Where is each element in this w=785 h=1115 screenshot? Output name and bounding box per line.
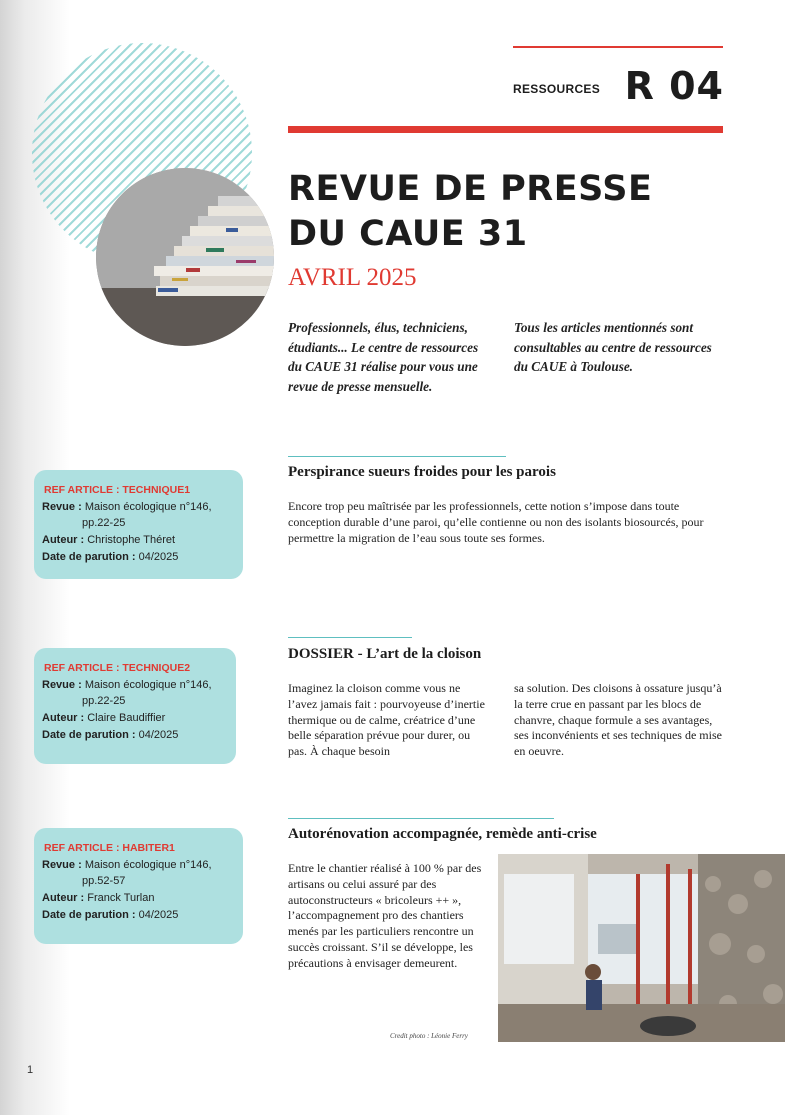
article-2-revue: Revue : Maison écologique n°146, bbox=[42, 679, 212, 691]
article-1-revue: Revue : Maison écologique n°146, bbox=[42, 501, 212, 513]
header-thick-rule bbox=[288, 126, 723, 133]
title-line-1: REVUE DE PRESSE bbox=[288, 169, 653, 209]
article-2-rule bbox=[288, 637, 412, 638]
article-1-title: Perspirance sueurs froides pour les parois bbox=[288, 464, 556, 480]
article-3-pages: pp.52-57 bbox=[82, 875, 126, 887]
article-2-date: Date de parution : 04/2025 bbox=[42, 729, 179, 741]
article-2-ref: REF ARTICLE : TECHNIQUE2 bbox=[44, 662, 191, 674]
title-line-2: DU CAUE 31 bbox=[288, 214, 528, 254]
newspaper-stack-photo bbox=[96, 168, 274, 346]
header-top-rule bbox=[513, 46, 723, 48]
article-3-auteur: Auteur : Franck Turlan bbox=[42, 892, 155, 904]
article-1-ref-card bbox=[34, 470, 243, 579]
page-title bbox=[288, 167, 728, 257]
newspaper-stack-illustration bbox=[96, 168, 274, 346]
photo-credit: Credit photo : Léonie Ferry bbox=[390, 1032, 468, 1040]
article-1-ref: REF ARTICLE : TECHNIQUE1 bbox=[44, 484, 191, 496]
renovation-site-illustration bbox=[498, 854, 785, 1042]
article-3-body: Entre le chantier réalisé à 100 % par des artisans ou celui assuré par des autoconstructeurs « bricoleurs ++ », l’accompagnement pro des chantiers menés par les particuliers rencontre un succès croissant. S’il se développe, les précautions à envisager demeurent. bbox=[288, 861, 482, 970]
article-1-body: Encore trop peu maîtrisée par les professionnels, cette notion s’impose dans toute conception durable d’une paroi, qu’elle contienne ou non des isolants biosourcés, pour permettre la migration de l’eau sous toute ses formes. bbox=[288, 499, 704, 545]
article-3-title: Autorénovation accompagnée, remède anti-crise bbox=[288, 826, 597, 842]
article-2-title: DOSSIER - L’art de la cloison bbox=[288, 646, 482, 662]
article-3-revue: Revue : Maison écologique n°146, bbox=[42, 859, 212, 871]
article-3-ref: REF ARTICLE : HABITER1 bbox=[44, 842, 175, 854]
page-subtitle: AVRIL 2025 bbox=[288, 264, 417, 291]
article-2-body-col1: Imaginez la cloison comme vous ne l’avez jamais fait : pourvoyeuse d’inertie thermique ou de calme, créatrice d’une belle séparation prévue pour durer, ou pas. À chaque besoin bbox=[288, 681, 485, 759]
article-1-date: Date de parution : 04/2025 bbox=[42, 551, 179, 563]
article-1-rule bbox=[288, 456, 506, 457]
page-number: 1 bbox=[27, 1064, 34, 1076]
article-2-auteur: Auteur : Claire Baudiffier bbox=[42, 712, 166, 724]
article-3-rule bbox=[288, 818, 554, 819]
article-3-date: Date de parution : 04/2025 bbox=[42, 909, 179, 921]
article-1-auteur: Auteur : Christophe Théret bbox=[42, 534, 176, 546]
section-code: R 04 bbox=[624, 64, 724, 108]
article-2-ref-card bbox=[34, 648, 236, 764]
intro-left: Professionnels, élus, techniciens, étudiants... Le centre de ressources du CAUE 31 réalise pour vous une revue de presse mensuelle. bbox=[288, 320, 479, 394]
section-label: RESSOURCES bbox=[513, 82, 601, 96]
renovation-site-photo bbox=[498, 854, 785, 1042]
article-3-ref-card bbox=[34, 828, 243, 944]
article-2-body-col2: sa solution. Des cloisons à ossature jusqu’à la terre crue en passant par les blocs de chanvre, chaque formule a ses avantages, ses inconvénients et ses techniques de mise en oeuvre. bbox=[514, 681, 722, 759]
intro-right: Tous les articles mentionnés sont consultables au centre de ressources du CAUE à Toulouse. bbox=[514, 320, 712, 374]
article-1-pages: pp.22-25 bbox=[82, 517, 126, 529]
article-2-pages: pp.22-25 bbox=[82, 695, 126, 707]
